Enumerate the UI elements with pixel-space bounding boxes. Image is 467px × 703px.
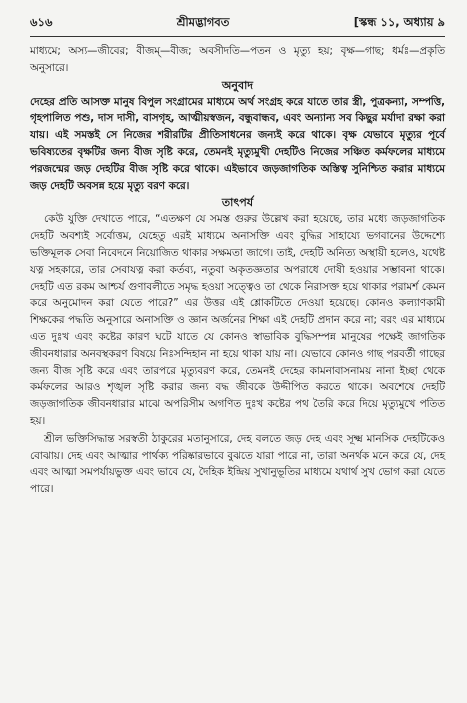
purport-paragraph-2: শ্রীল ভক্তিসিদ্ধান্ত সরস্বতী ঠাকুরের মতানুসারে, দেহ বলতে জড় দেহ এবং সূক্ষ্ম মানসিক দেহটিকেও বোঝায়। দেহ এবং আত্মার পার্থক্য পরিষ্কারভাবে বুঝতে যারা পারে না, তারা অনর্থক মনে করে যে, দেহ এবং আত্মা সমপর্যায়ভুক্ত এবং ভাবে যে, দৈহিক ইন্দ্রিয় সুখানুভূতির মাধ্যমে যথার্থ সুখ ভোগ করা যেতে পারে। xyxy=(30,432,445,496)
translation-heading: অনুবাদ xyxy=(221,78,254,92)
chapter-reference: [স্কন্ধ ১১, অধ্যায় ৯ xyxy=(353,15,445,29)
page-header xyxy=(30,14,445,34)
translation-text: দেহের প্রতি আসক্ত মানুষ বিপুল সংগ্রামের মাধ্যমে অর্থ সংগ্রহ করে যাতে তার স্ত্রী, পুত্রকন্যা, সম্পত্তি, গৃহপালিত পশু, দাস দাসী, বাসগৃহ, আত্মীয়স্বজন, বন্ধুবান্ধব, এবং অন্যান্য সব কিছুর মর্যাদা রক্ষা করা যায়। এই সমস্তই সে নিজের শরীরটির প্রীতিসাধনের জন্যই করে থাকে। বৃক্ষ যেভাবে মৃত্যুর পূর্বে ভবিষ্যতের বৃক্ষটির জন্য বীজ সৃষ্টি করে, তেমনই মৃত্যুমুখী দেহটিও নিজের সঞ্চিত কর্মফলের মাধ্যমে পরজন্মের জড় দেহটির বীজ সৃষ্টি করে থাকে। এইভাবে জড়জাগতিক অস্তিত্ব সুনিশ্চিত করার মাধ্যমে জড় দেহটি অবসন্ন হয়ে মৃত্যু বরণ করে। xyxy=(30,95,445,192)
synonyms-text: মাধ্যমে; অস্য—জীবের; বীজম্—বীজ; অবসীদতি—পতন ও মৃত্যু হয়; বৃক্ষ—গাছ; ধর্মঃ—প্রকৃতি অনুসারে। xyxy=(30,45,445,74)
page-number: ৬১৬ xyxy=(30,15,53,29)
book-title: শ্রীমদ্ভাগবত xyxy=(176,15,230,29)
purport-paragraph-1: কেউ যুক্তি দেখাতে পারে, “এতক্ষণ যে সমস্ত গুরুর উল্লেখ করা হয়েছে, তার মধ্যে জড়জাগতিক দেহটি অবশ্যই সর্বোত্তম, যেহেতু এরই মাধ্যমে অনাসক্তি এবং বুদ্ধির সাহায্যে ভগবানের উদ্দেশ্যে ভক্তিমূলক সেবা নিবেদনে নিয়োজিত থাকার সক্ষমতা জাগে। তাই, দেহটি অনিত্য অস্থায়ী হলেও, যথেষ্ট যত্ন সহকারে, তার সেবাযত্ন করা কর্তব্য, নতুবা অকৃতজ্ঞতার অপরাধে দোষী হওয়ার সম্ভাবনা থাকে। দেহটি এত রকম আশ্চর্য গুণাবলীতে সমৃদ্ধ হওয়া সত্ত্বেও তা থেকে নিরাসক্ত হয়ে থাকার পরামর্শ কেমন করে অনুমোদন করা যেতে পারে?” এর উত্তর এই শ্লোকটিতে দেওয়া হয়েছে। কোনও কল্যাণকামী শিক্ষকের পদ্ধতি অনুসারে অনাসক্তি ও জ্ঞান অর্জনের শিক্ষা এই দেহটি প্রদান করে না; বরং এর মাধ্যমে এত দুঃখ এবং কষ্টের কারণ ঘটে যাতে যে কোনও স্বাভাবিক বুদ্ধিসম্পন্ন মানুষের পক্ষেই জাগতিক জীবনধারার অনবস্থকরণ বিষয়ে নিঃসন্দিহান না হয়ে থাকা যায় না। যেভাবে কোনও গাছ পরবর্তী গাছের জন্য বীজ সৃষ্টি করে এবং তারপরে মৃত্যুবরণ করে, তেমনই দেহের কামনাবাসনাময় নানা ইচ্ছা থেকে কর্মফলের আরও শৃঙ্খল সৃষ্টি করার জন্য বদ্ধ জীবকে উদ্দীপিত করতে থাকে। অবশেষে দেহটি জড়জাগতিক জীবনধারার মাঝে অপরিসীম অগণিত দুঃখ কষ্টের পথ তৈরি করে দিয়ে মৃত্যুমুখে পতিত হয়। xyxy=(30,213,445,427)
purport-heading: তাৎপর্য xyxy=(221,196,254,210)
header-rule xyxy=(30,36,445,37)
